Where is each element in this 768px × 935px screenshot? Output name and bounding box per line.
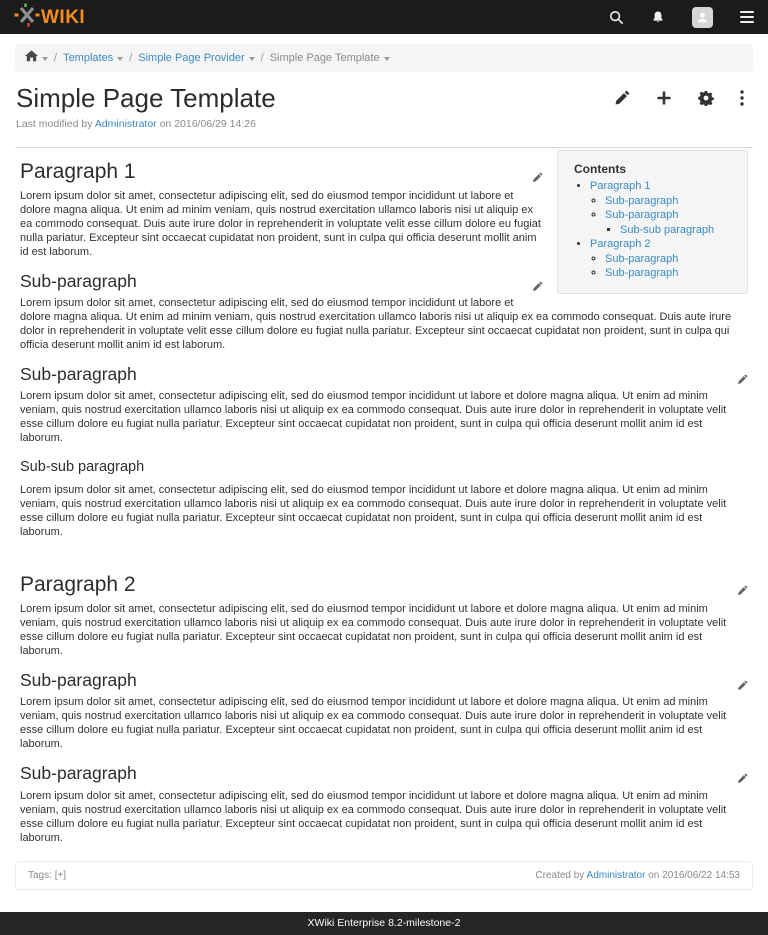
section-text: Lorem ipsum dolor sit amet, consectetur adipiscing elit, sed do eiusmod tempor incididunt ut labore et dolore magna aliqua. Ut enim ad minim veniam, quis nostrud exercitation ullamco laboris nisi ut aliquip ex ea commodo consequat. Duis aute irure dolor in reprehenderit in voluptate velit esse cillum dolore eu fugiat nulla pariatur. Excepteur sint occaecat cupidatat non proident, sunt in culpa qui officia deserunt mollit anim id est laborum. (20, 297, 732, 352)
section-heading (20, 364, 748, 384)
toc-title: Contents (574, 162, 626, 177)
section-title: Sub-paragraph (20, 670, 137, 691)
caret-down-icon[interactable] (42, 57, 48, 61)
toc-link[interactable]: Sub-paragraph (605, 194, 679, 207)
toc-item (605, 252, 739, 267)
content-section (20, 763, 748, 844)
section-text: Lorem ipsum dolor sit amet, consectetur adipiscing elit, sed do eiusmod tempor incididunt ut labore et dolore magna aliqua. Ut enim ad minim veniam, quis nostrud exercitation ullamco laboris nisi ut aliquip ex ea commodo consequat. Duis aute irure dolor in reprehenderit in voluptate velit esse cillum dolore eu fugiat nulla pariatur. Excepteur sint occaecat cupidatat non proident, sunt in culpa qui officia deserunt mollit anim id est laborum. (20, 190, 541, 259)
section-edit-pencil-icon[interactable] (737, 675, 748, 695)
page-title: Simple Page Template (16, 83, 276, 114)
xwiki-logo-x-icon (14, 3, 40, 32)
content-section (20, 459, 748, 539)
toc-item (590, 179, 739, 237)
section-title: Sub-paragraph (20, 271, 137, 292)
hamburger-menu-icon[interactable] (740, 11, 754, 23)
section-edit-pencil-icon[interactable] (532, 276, 543, 296)
content-section (20, 670, 748, 751)
toc-link[interactable]: Paragraph 2 (590, 238, 651, 251)
section-title: Sub-paragraph (20, 763, 137, 784)
search-icon[interactable] (609, 10, 624, 25)
table-of-contents (557, 150, 748, 294)
breadcrumb-item-simple-page-provider[interactable] (138, 52, 254, 65)
breadcrumb-item-current (270, 52, 390, 65)
toc-item (620, 223, 739, 238)
breadcrumb-current-label: Simple Page Template (269, 51, 380, 64)
add-tag-button[interactable]: [+] (54, 869, 67, 881)
add-plus-icon[interactable] (656, 90, 672, 106)
home-icon[interactable] (25, 50, 38, 66)
edit-pencil-icon[interactable] (614, 90, 630, 106)
breadcrumb-separator: / (129, 51, 133, 64)
version-text: XWiki Enterprise 8.2-milestone-2 (307, 916, 461, 929)
top-navbar (0, 0, 768, 34)
breadcrumb-separator: / (54, 51, 58, 64)
toc-link[interactable]: Sub-paragraph (605, 267, 679, 280)
section-heading (20, 573, 748, 597)
version-bar (0, 912, 768, 935)
section-edit-pencil-icon[interactable] (737, 369, 748, 389)
section-title: Paragraph 1 (20, 160, 136, 184)
last-modified-line: Last modified by Administrator on 2016/06/29 14:26 (16, 118, 256, 131)
toc-item (605, 208, 739, 237)
section-text: Lorem ipsum dolor sit amet, consectetur adipiscing elit, sed do eiusmod tempor incididunt ut labore et dolore magna aliqua. Ut enim ad minim veniam, quis nostrud exercitation ullamco laboris nisi ut aliquip ex ea commodo consequat. Duis aute irure dolor in reprehenderit in voluptate velit esse cillum dolore eu fugiat nulla pariatur. Excepteur sint occaecat cupidatat non proident, sunt in culpa qui officia deserunt mollit anim id est laborum. (20, 603, 727, 658)
breadcrumb (15, 44, 753, 72)
breadcrumb-link[interactable]: Simple Page Provider (138, 51, 245, 64)
content-section (20, 573, 748, 658)
modified-by-user-link[interactable]: Administrator (94, 118, 157, 131)
section-heading (20, 763, 748, 783)
section-title: Paragraph 2 (20, 573, 136, 597)
section-text: Lorem ipsum dolor sit amet, consectetur adipiscing elit, sed do eiusmod tempor incididunt ut labore et dolore magna aliqua. Ut enim ad minim veniam, quis nostrud exercitation ullamco laboris nisi ut aliquip ex ea commodo consequat. Duis aute irure dolor in reprehenderit in voluptate velit esse cillum dolore eu fugiat nulla pariatur. Excepteur sint occaecat cupidatat non proident, sunt in culpa qui officia deserunt mollit anim id est laborum. (20, 696, 727, 751)
toc-link[interactable]: Sub-sub paragraph (620, 223, 715, 236)
section-title: Sub-sub paragraph (20, 459, 145, 476)
toc-list (574, 179, 739, 281)
section-title: Sub-paragraph (20, 364, 137, 385)
toc-item (605, 194, 739, 209)
toc-item (590, 237, 739, 281)
created-line: Created by Administrator on 2016/06/22 14:53 (535, 869, 740, 881)
xwiki-logo-text: WIKI (41, 6, 86, 28)
section-text: Lorem ipsum dolor sit amet, consectetur adipiscing elit, sed do eiusmod tempor incididunt ut labore et dolore magna aliqua. Ut enim ad minim veniam, quis nostrud exercitation ullamco laboris nisi ut aliquip ex ea commodo consequat. Duis aute irure dolor in reprehenderit in voluptate velit esse cillum dolore eu fugiat nulla pariatur. Excepteur sint occaecat cupidatat non proident, sunt in culpa qui officia deserunt mollit anim id est laborum. (20, 390, 727, 445)
content-section (20, 364, 748, 445)
breadcrumb-item-templates[interactable] (63, 52, 123, 65)
page-actions (614, 90, 752, 106)
section-edit-pencil-icon[interactable] (737, 578, 748, 602)
tags-label: Tags: (28, 869, 52, 881)
section-heading (20, 459, 748, 476)
breadcrumb-separator: / (260, 51, 264, 64)
section-text: Lorem ipsum dolor sit amet, consectetur adipiscing elit, sed do eiusmod tempor incididunt ut labore et dolore magna aliqua. Ut enim ad minim veniam, quis nostrud exercitation ullamco laboris nisi ut aliquip ex ea commodo consequat. Duis aute irure dolor in reprehenderit in voluptate velit esse cillum dolore eu fugiat nulla pariatur. Excepteur sint occaecat cupidatat non proident, sunt in culpa qui officia deserunt mollit anim id est laborum. (20, 789, 727, 844)
document-footer (15, 861, 753, 890)
xwiki-logo[interactable] (14, 3, 85, 32)
breadcrumb-link[interactable]: Templates (63, 51, 114, 64)
user-avatar-icon[interactable] (692, 7, 713, 28)
caret-down-icon[interactable] (249, 57, 255, 61)
toc-link[interactable]: Paragraph 1 (590, 180, 651, 193)
tags-area (28, 870, 66, 881)
more-vertical-ellipsis-icon[interactable] (740, 90, 744, 106)
toc-link[interactable]: Sub-paragraph (605, 252, 679, 265)
page-content (0, 148, 768, 846)
navbar-actions (609, 7, 754, 28)
section-heading (20, 670, 748, 690)
bell-icon[interactable] (651, 10, 665, 25)
toc-item (605, 266, 739, 281)
page-header (0, 72, 768, 130)
settings-gear-icon[interactable] (698, 90, 714, 106)
created-by-user-link[interactable]: Administrator (586, 869, 646, 881)
section-edit-pencil-icon[interactable] (532, 165, 543, 189)
toc-link[interactable]: Sub-paragraph (605, 209, 679, 222)
section-text: Lorem ipsum dolor sit amet, consectetur adipiscing elit, sed do eiusmod tempor incididunt ut labore et dolore magna aliqua. Ut enim ad minim veniam, quis nostrud exercitation ullamco laboris nisi ut aliquip ex ea commodo consequat. Duis aute irure dolor in reprehenderit in voluptate velit esse cillum dolore eu fugiat nulla pariatur. Excepteur sint occaecat cupidatat non proident, sunt in culpa qui officia deserunt mollit anim id est laborum. (20, 484, 727, 539)
caret-down-icon[interactable] (117, 57, 123, 61)
section-edit-pencil-icon[interactable] (737, 768, 748, 788)
caret-down-icon[interactable] (384, 57, 390, 61)
breadcrumb-home[interactable] (25, 50, 48, 66)
